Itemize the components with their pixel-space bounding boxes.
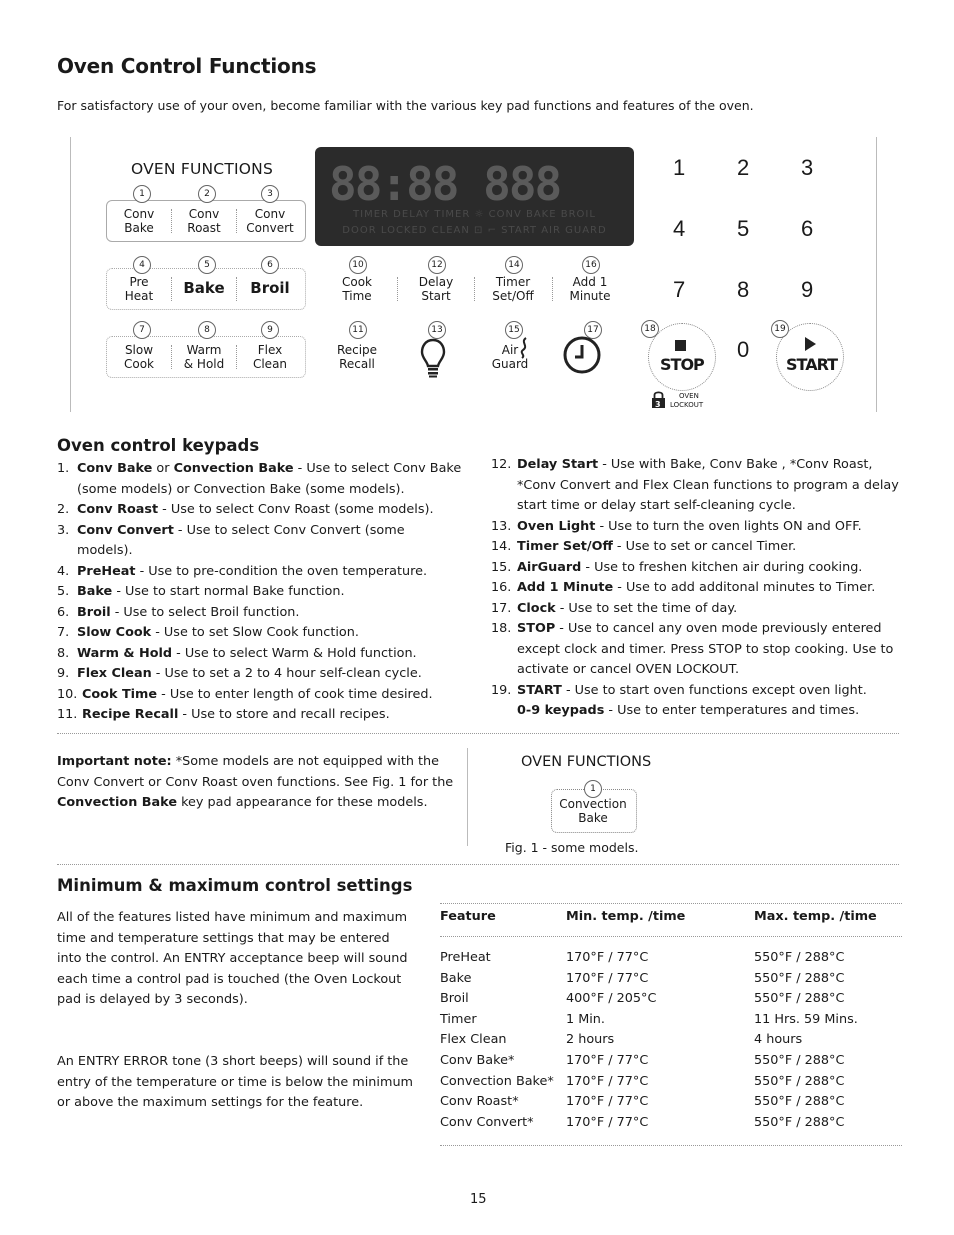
numpad-key-2[interactable]: 2 — [737, 155, 750, 180]
keypad-item-text: - Use to select Warm & Hold function. — [172, 645, 417, 661]
keypad-item-text: - Use to select Conv Bake (some models) or Convection Bake (some models). — [77, 461, 462, 497]
key-label-line2: Set/Off — [492, 289, 534, 303]
important-note — [57, 752, 457, 814]
feature-cell: PreHeat — [440, 950, 491, 965]
max-cell: 550°F / 288°C — [754, 991, 845, 1007]
col-header-feature: Feature — [440, 909, 496, 924]
keypad-item — [491, 619, 906, 681]
table-top-rule — [440, 903, 902, 904]
max-cell: 550°F / 288°C — [754, 1094, 845, 1110]
max-cell: 11 Hrs. 59 Mins. — [754, 1011, 858, 1027]
table-row — [440, 950, 902, 971]
keypad-item-number: 10. — [57, 686, 78, 702]
key-label-line2: Minute — [569, 289, 611, 303]
keypad-item — [491, 517, 906, 538]
min-cell: 2 hours — [566, 1032, 615, 1048]
keypad-item — [491, 455, 906, 517]
numpad-key-8[interactable]: 8 — [737, 277, 750, 302]
key-9-button[interactable] — [230, 343, 310, 371]
key-label-line1: Warm — [186, 343, 222, 357]
keypad-item-text: - Use to turn the oven lights ON and OFF. — [595, 518, 862, 534]
key-label-line2: Time — [342, 289, 372, 303]
keypad-item-text: - Use to cancel any oven mode previously entered except clock and timer. Press STOP to stop cooking. Use to activate or cancel OVEN LOCKOUT. — [517, 621, 894, 677]
key-label-line2: & Hold — [183, 357, 225, 371]
numpad-key-1[interactable]: 1 — [673, 155, 686, 180]
key-label-line1: Delay — [418, 275, 454, 289]
keypad-item-text: or — [152, 461, 174, 476]
key-number-2: 2 — [198, 185, 216, 203]
figure-caption: Fig. 1 - some models. — [505, 840, 639, 855]
keypad-item-number: 19. — [491, 682, 512, 698]
keypads-heading: Oven control keypads — [57, 436, 260, 455]
keypad-item — [57, 664, 462, 685]
key-label-line2: Cook — [123, 357, 154, 371]
key-number-16: 16 — [582, 256, 600, 274]
oven-display — [315, 147, 634, 246]
keypad-item — [491, 558, 906, 579]
figure-key-line1: Convection — [559, 797, 627, 811]
key-number-10: 10 — [349, 256, 367, 274]
start-play-icon — [805, 337, 816, 351]
keypad-item-number: 2. — [57, 502, 70, 517]
note-label: Important note: — [57, 754, 172, 769]
keypad-item — [57, 459, 462, 500]
numpad-key-7[interactable]: 7 — [673, 277, 686, 302]
key-separator — [474, 277, 475, 301]
keypad-item — [57, 705, 462, 726]
start-label: START — [786, 355, 838, 374]
table-row — [440, 991, 902, 1012]
keypad-item-text: - Use to store and recall recipes. — [178, 707, 390, 722]
page-title: Oven Control Functions — [57, 54, 317, 78]
keypad-item-name: Delay Start — [517, 457, 599, 472]
key-number-9: 9 — [261, 321, 279, 339]
key-number-13: 13 — [428, 321, 446, 339]
feature-cell: Broil — [440, 991, 469, 1007]
figure-title: OVEN FUNCTIONS — [521, 754, 652, 770]
airguard-icon — [517, 337, 531, 363]
feature-cell: Bake — [440, 970, 472, 986]
numpad-key-6[interactable]: 6 — [801, 216, 814, 241]
lock-badge: 3 — [655, 400, 661, 409]
feature-cell: Convection Bake* — [440, 1073, 554, 1089]
keypad-item-number: 9. — [57, 666, 70, 681]
key-6-button[interactable] — [230, 281, 310, 295]
keypad-item-text: - Use to set a 2 to 4 hour self-clean cycle. — [151, 666, 422, 681]
keypad-item-text: - Use to set the time of day. — [555, 600, 738, 616]
key-separator — [552, 277, 553, 301]
key-label-line1: Air — [501, 343, 519, 357]
key-label-line2: Guard — [491, 357, 529, 371]
keypad-item-name: START — [517, 682, 562, 698]
col-header-min: Min. temp. /time — [566, 909, 686, 924]
keypad-item-name: Add 1 Minute — [517, 580, 614, 595]
settings-para-1: All of the features listed have minimum and maximum time and temperature settings that may be entered into the control. An ENTRY acceptance beep will sound each time a control pad is touched (the Oven Lockout pad is delayed by 3 seconds). — [57, 910, 408, 1007]
key-number-15: 15 — [505, 321, 523, 339]
keypad-item-name: STOP — [517, 621, 556, 636]
key-separator — [171, 209, 172, 233]
keypad-item-name: Flex Clean — [77, 666, 152, 681]
keypad-item — [57, 603, 462, 624]
keypad-item-text: - Use to set Slow Cook function. — [151, 625, 359, 640]
keypad-item-text: - Use to start oven functions except oven light. — [561, 682, 867, 698]
key-label-line1: Add 1 — [572, 275, 608, 289]
key-label-line1: Slow — [124, 343, 154, 357]
lock-label-1: OVEN — [679, 392, 699, 400]
settings-para-2: An ENTRY ERROR tone (3 short beeps) will sound if the entry of the temperature or time is below the minimum or above the maximum settings for the feature. — [57, 1054, 414, 1110]
key-number-12: 12 — [428, 256, 446, 274]
key-label-line1: Pre — [129, 275, 149, 289]
table-row — [440, 1012, 902, 1033]
key-number-4: 4 — [133, 256, 151, 274]
keypad-item-name: Cook Time — [82, 686, 158, 702]
max-cell: 550°F / 288°C — [754, 1114, 845, 1130]
numpad-key-4[interactable]: 4 — [673, 216, 686, 241]
numpad-key-9[interactable]: 9 — [801, 277, 814, 302]
keypad-item — [491, 578, 906, 599]
keypad-item — [491, 701, 906, 722]
max-cell: 550°F / 288°C — [754, 970, 845, 986]
keypad-item-number: 11. — [57, 707, 78, 722]
keypad-item-name: PreHeat — [77, 563, 136, 579]
keypad-item-name: 0-9 keypads — [517, 703, 605, 718]
key-label-line1: Conv — [188, 207, 220, 221]
keypad-item-text: - Use to set or cancel Timer. — [612, 539, 797, 554]
key-number-14: 14 — [505, 256, 523, 274]
key-separator — [171, 345, 172, 369]
stop-square-icon — [675, 340, 686, 351]
keypad-item-number: 4. — [57, 563, 70, 579]
panel-right-border — [876, 137, 877, 412]
keypads-list-left — [57, 459, 462, 726]
display-digits: 88:88 888 — [329, 157, 561, 211]
clock-icon — [562, 335, 602, 379]
keypad-item-name: Conv Bake — [77, 461, 153, 476]
keypad-item — [57, 644, 462, 665]
key-3-button[interactable] — [230, 207, 310, 235]
key-label-line2: Roast — [187, 221, 221, 235]
min-cell: 170°F / 77°C — [566, 1114, 649, 1130]
feature-cell: Conv Roast* — [440, 1094, 519, 1110]
min-cell: 400°F / 205°C — [566, 991, 657, 1007]
keypad-item — [57, 521, 462, 562]
key-label-line1: Flex — [257, 343, 283, 357]
table-header-rule — [440, 936, 902, 937]
display-row-2: DOOR LOCKED CLEAN ⊡ ⌐ START AIR GUARD — [342, 225, 607, 236]
keypad-item — [57, 562, 462, 583]
keypad-item-number: 7. — [57, 625, 70, 640]
keypad-item-number: 8. — [57, 645, 70, 661]
numpad-key-5[interactable]: 5 — [737, 216, 750, 241]
keypad-item-number: 13. — [491, 518, 512, 534]
divider-1 — [57, 733, 899, 734]
key-label-line1: Conv — [254, 207, 286, 221]
table-row — [440, 1074, 902, 1095]
panel-left-border — [70, 137, 71, 412]
keypad-item-text: - Use to enter length of cook time desired. — [157, 686, 433, 702]
key-10-button[interactable] — [317, 275, 397, 303]
keypad-item-text: - Use with Bake, Conv Bake , *Conv Roast, *Conv Convert and Flex Clean functions to program a delay start time or delay start self-cleaning cycle. — [517, 457, 899, 513]
keypad-item-text: - Use to start normal Bake function. — [112, 584, 345, 599]
figure-key-line2: Bake — [578, 811, 608, 825]
min-cell: 1 Min. — [566, 1011, 605, 1027]
key-label-line1: Recipe — [336, 343, 378, 357]
page-number: 15 — [470, 1192, 487, 1207]
keypad-item-number: 17. — [491, 600, 512, 616]
keypad-item-number: 16. — [491, 580, 512, 595]
keypad-item-text: - Use to enter temperatures and times. — [604, 703, 860, 718]
keypad-item — [57, 582, 462, 603]
key-16-button[interactable] — [550, 275, 630, 303]
feature-cell: Conv Convert* — [440, 1114, 534, 1130]
keypad-item-number: 5. — [57, 584, 70, 599]
keypad-item-text: - Use to select Conv Convert (some models). — [77, 522, 405, 558]
lock-label-2: LOCKOUT — [670, 401, 704, 409]
start-number: 19 — [771, 320, 789, 338]
min-cell: 170°F / 77°C — [566, 950, 649, 965]
key-12-button[interactable] — [396, 275, 476, 303]
key-label-line1: Broil — [250, 279, 290, 297]
min-cell: 170°F / 77°C — [566, 1094, 649, 1110]
stop-number: 18 — [641, 320, 659, 338]
keypad-item — [491, 599, 906, 620]
figure-key-number: 1 — [584, 780, 602, 798]
keypad-item — [57, 685, 462, 706]
min-cell: 170°F / 77°C — [566, 1053, 649, 1068]
table-row — [440, 1094, 902, 1115]
note-divider — [467, 748, 468, 846]
keypad-item — [491, 537, 906, 558]
min-cell: 170°F / 77°C — [566, 970, 649, 986]
feature-cell: Conv Bake* — [440, 1053, 515, 1068]
oven-light-icon — [420, 338, 446, 382]
settings-heading: Minimum & maximum control settings — [57, 876, 413, 895]
keypad-item-text: - Use to select Broil function. — [110, 604, 300, 620]
keypad-item-name: AirGuard — [517, 559, 582, 575]
keypad-item-name: Oven Light — [517, 518, 596, 534]
max-cell: 550°F / 288°C — [754, 950, 845, 965]
key-label-line2: Heat — [124, 289, 154, 303]
key-separator — [236, 345, 237, 369]
key-11-button[interactable] — [317, 343, 397, 371]
key-number-11: 11 — [349, 321, 367, 339]
key-separator — [171, 277, 172, 301]
keypad-item-number: 15. — [491, 559, 512, 575]
key-separator — [236, 209, 237, 233]
keypad-item-text: - Use to pre-condition the oven temperature. — [135, 563, 428, 579]
max-cell: 550°F / 288°C — [754, 1053, 845, 1068]
numpad-key-3[interactable]: 3 — [801, 155, 814, 180]
keypad-item-name: Recipe Recall — [82, 707, 179, 722]
keypad-item-name: Conv Roast — [77, 502, 159, 517]
key-14-button[interactable] — [473, 275, 553, 303]
key-separator — [397, 277, 398, 301]
keypad-item-number: 1. — [57, 461, 70, 476]
keypad-item-number: 6. — [57, 604, 70, 620]
col-header-max: Max. temp. /time — [754, 909, 877, 924]
key-label-line2: Convert — [246, 221, 294, 235]
table-row — [440, 1032, 902, 1053]
keypad-item-number: 3. — [57, 522, 70, 538]
note-text-2: key pad appearance for these models. — [177, 795, 428, 810]
keypad-item-name: Bake — [77, 584, 113, 599]
table-row — [440, 1115, 902, 1136]
keypad-item-name: Timer Set/Off — [517, 539, 613, 554]
feature-cell: Flex Clean — [440, 1032, 507, 1048]
keypad-item-name: Clock — [517, 600, 556, 616]
numpad-key-0[interactable]: 0 — [737, 337, 750, 362]
intro-text: For satisfactory use of your oven, become familiar with the various key pad functions and features of the oven. — [57, 98, 754, 113]
stop-label: STOP — [660, 355, 704, 374]
keypads-list-right — [491, 455, 906, 722]
key-number-3: 3 — [261, 185, 279, 203]
key-number-1: 1 — [133, 185, 151, 203]
table-row — [440, 1053, 902, 1074]
divider-2 — [57, 864, 899, 865]
table-bottom-rule — [440, 1145, 902, 1146]
key-number-7: 7 — [133, 321, 151, 339]
key-number-17: 17 — [584, 321, 602, 339]
note-text-1: *Some models are not equipped with the Conv Convert or Conv Roast oven functions. See Fig. 1 for the — [57, 754, 454, 790]
panel-heading: OVEN FUNCTIONS — [131, 160, 273, 178]
key-label-line2: Bake — [124, 221, 154, 235]
keypad-item-name: Broil — [77, 604, 111, 620]
key-separator — [236, 277, 237, 301]
key-label-line1: Bake — [183, 279, 225, 297]
keypad-item-name: Convection Bake — [173, 461, 294, 476]
key-label-line2: Clean — [252, 357, 288, 371]
max-cell: 550°F / 288°C — [754, 1073, 845, 1089]
key-number-5: 5 — [198, 256, 216, 274]
keypad-item-text: - Use to add additonal minutes to Timer. — [613, 580, 876, 595]
keypad-item-name: Conv Convert — [77, 522, 174, 538]
key-label-line1: Cook — [341, 275, 372, 289]
display-row-1: TIMER DELAY TIMER ☼ CONV BAKE BROIL — [353, 209, 596, 220]
key-label-line1: Conv — [123, 207, 155, 221]
keypad-item — [57, 623, 462, 644]
key-label-line2: Recall — [339, 357, 375, 371]
key-label-line1: Timer — [495, 275, 531, 289]
table-row — [440, 971, 902, 992]
keypad-item-name: Slow Cook — [77, 625, 152, 640]
min-cell: 170°F / 77°C — [566, 1073, 649, 1089]
key-number-6: 6 — [261, 256, 279, 274]
key-number-8: 8 — [198, 321, 216, 339]
keypad-item-number: 12. — [491, 457, 512, 472]
keypad-item-text: - Use to select Conv Roast (some models). — [158, 502, 434, 517]
keypad-item-text: - Use to freshen kitchen air during cooking. — [581, 559, 863, 575]
keypad-item-number: 18. — [491, 621, 512, 636]
keypad-item — [57, 500, 462, 521]
keypad-item-name: Warm & Hold — [77, 645, 173, 661]
key-label-line2: Start — [421, 289, 451, 303]
feature-cell: Timer — [440, 1011, 477, 1027]
note-bold: Convection Bake — [57, 795, 177, 810]
key-15-button[interactable] — [470, 343, 550, 371]
keypad-item — [491, 681, 906, 702]
max-cell: 4 hours — [754, 1032, 803, 1048]
keypad-item-number: 14. — [491, 539, 512, 554]
